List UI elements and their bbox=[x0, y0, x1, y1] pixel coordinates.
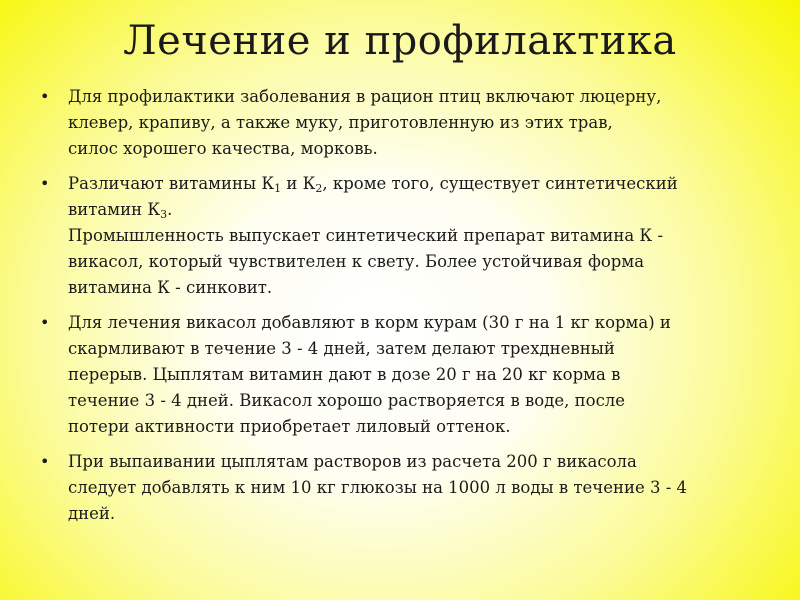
bullet-item-solution bbox=[40, 449, 750, 527]
text-line: Для профилактики заболевания в рацион птиц включают люцерну, bbox=[68, 87, 662, 106]
text-line: течение 3 - 4 дней. Викасол хорошо растворяется в воде, после bbox=[68, 391, 626, 410]
text-line: скармливают в течение 3 - 4 дней, затем делают трехдневный bbox=[68, 339, 615, 358]
text-fragment: и К bbox=[281, 174, 316, 193]
text-line: При выпаивании цыплятам растворов из расчета 200 г викасола bbox=[68, 452, 637, 471]
text-fragment: витамин К bbox=[68, 200, 161, 219]
bullet-dot-icon: • bbox=[40, 174, 50, 193]
text-line: клевер, крапиву, а также муку, приготовленную из этих трав, bbox=[68, 113, 613, 132]
bullet-item-vitamins bbox=[40, 171, 750, 301]
bullet-item-treatment bbox=[40, 310, 750, 440]
text-fragment: Различают витамины К bbox=[68, 174, 275, 193]
subscript: 3 bbox=[160, 208, 168, 221]
text-line: викасол, который чувствителен к свету. Более устойчивая форма bbox=[68, 252, 645, 271]
text-line: Промышленность выпускает синтетический препарат витамина К - bbox=[68, 226, 664, 245]
text-line: Для лечения викасол добавляют в корм курам (30 г на 1 кг корма) и bbox=[68, 313, 671, 332]
text-line: дней. bbox=[68, 504, 116, 523]
subscript: 1 bbox=[274, 182, 282, 195]
bullet-dot-icon: • bbox=[40, 87, 50, 106]
slide-title: Лечение и профилактика bbox=[123, 18, 677, 64]
bullet-item-prevention bbox=[40, 84, 750, 162]
subscript: 2 bbox=[315, 182, 323, 195]
text-line: перерыв. Цыплятам витамин дают в дозе 20 г на 20 кг корма в bbox=[68, 365, 621, 384]
text-line: потери активности приобретает лиловый оттенок. bbox=[68, 417, 511, 436]
text-line bbox=[68, 171, 750, 197]
bullet-dot-icon: • bbox=[40, 313, 50, 332]
text-line: силос хорошего качества, морковь. bbox=[68, 139, 378, 158]
text-line: витамина К - синковит. bbox=[68, 278, 273, 297]
text-line bbox=[68, 197, 750, 223]
bullet-list bbox=[40, 84, 750, 536]
text-fragment: , кроме того, существует синтетический bbox=[322, 174, 678, 193]
bullet-dot-icon: • bbox=[40, 452, 50, 471]
text-line: следует добавлять к ним 10 кг глюкозы на 1000 л воды в течение 3 - 4 bbox=[68, 478, 688, 497]
text-fragment: . bbox=[167, 200, 173, 219]
